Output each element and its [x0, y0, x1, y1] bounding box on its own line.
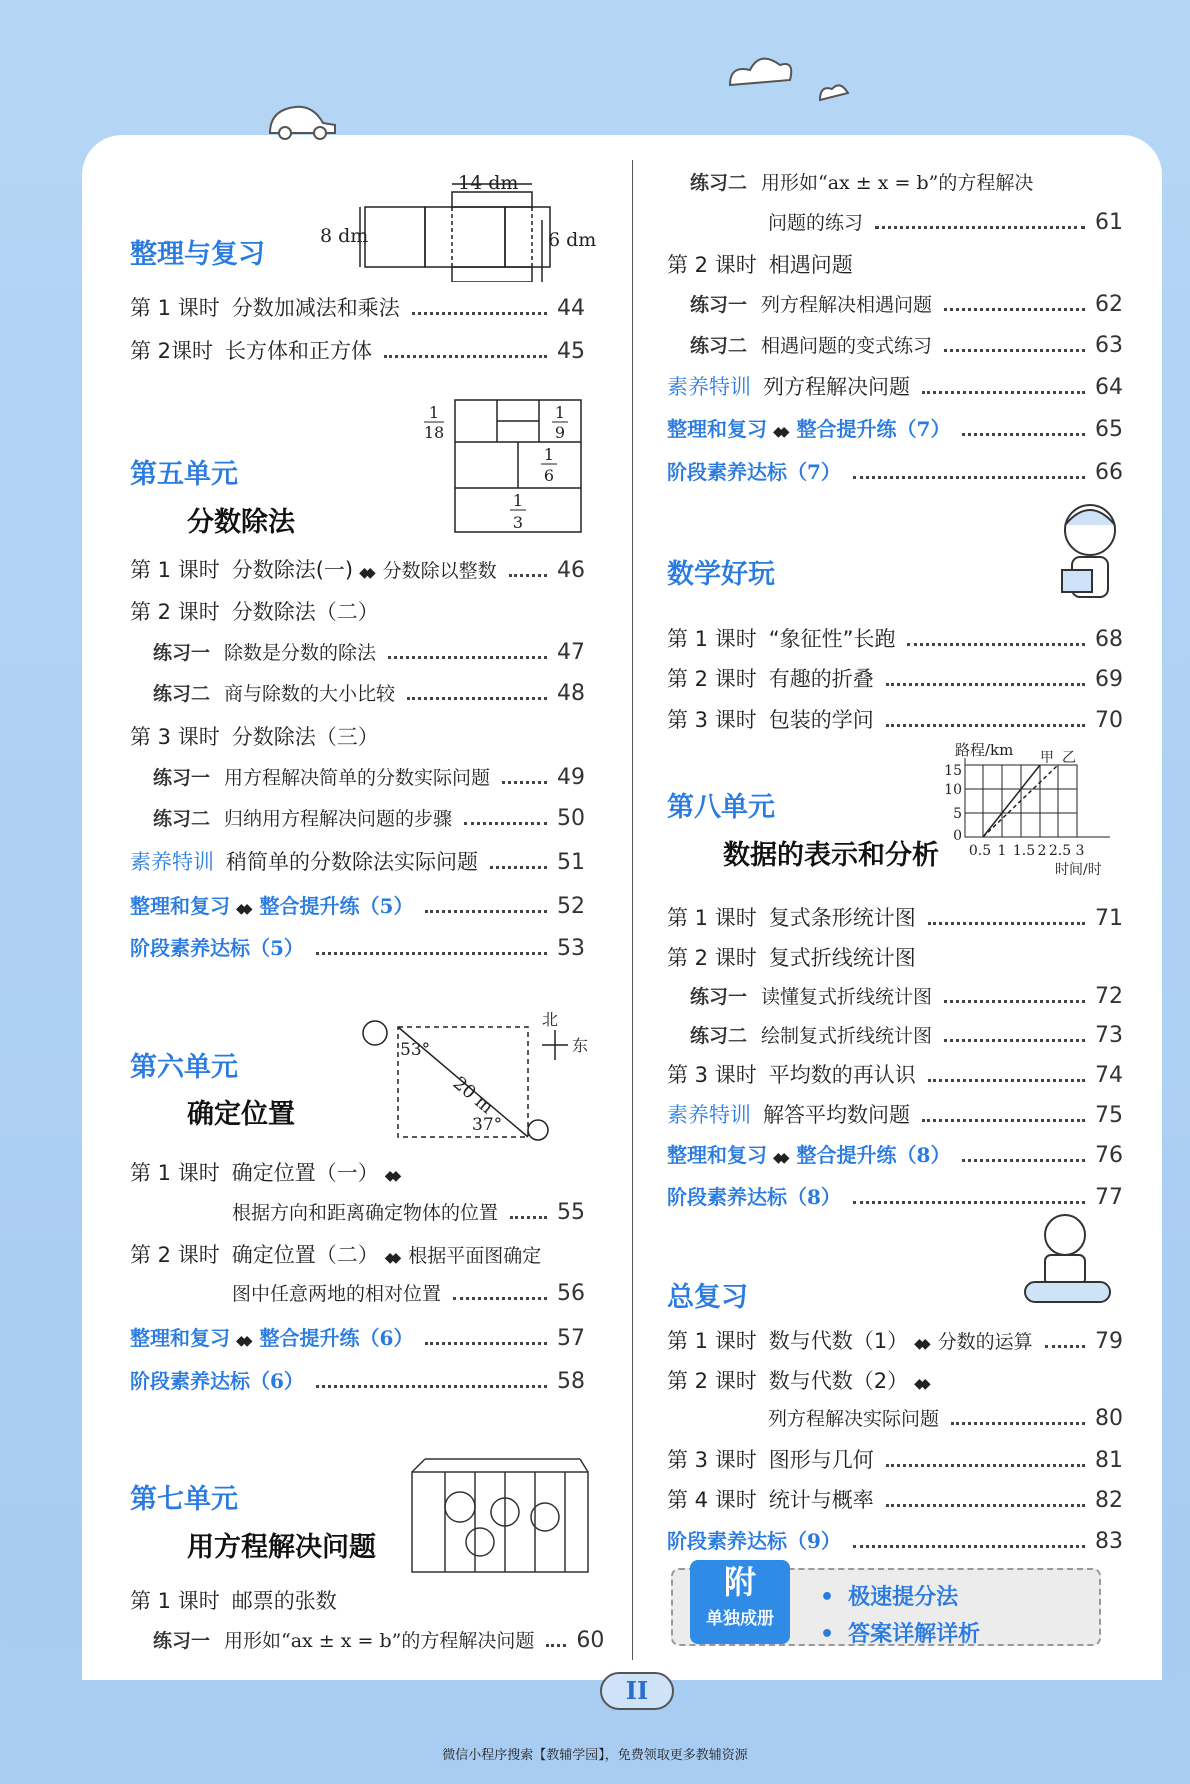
review-label: 整理和复习	[667, 1143, 767, 1167]
lesson-label: 第 1 课时	[667, 1329, 757, 1353]
dot-leader	[853, 1545, 1085, 1548]
review-label: 整理和复习	[130, 894, 230, 918]
angle-37-label: 37°	[472, 1115, 503, 1135]
toc-entry[interactable]	[130, 890, 585, 920]
dot-leader	[962, 1159, 1085, 1162]
y-tick: 0	[953, 828, 962, 844]
page-number-ref: 48	[557, 681, 585, 706]
unit-6-title: 确定位置	[187, 1099, 295, 1130]
cloud-icon	[720, 45, 850, 105]
toc-entry[interactable]	[130, 554, 585, 584]
unit-5-title: 分数除法	[187, 507, 295, 538]
toc-entry[interactable]	[130, 1322, 585, 1352]
dot-leader	[944, 349, 1085, 352]
exercise-label: 练习一	[690, 294, 748, 316]
entry-title: 除数是分数的除法	[224, 642, 377, 664]
lesson-label: 第 2 课时	[130, 1243, 220, 1267]
page-number-ref: 73	[1095, 1023, 1123, 1048]
dot-leader	[907, 643, 1085, 646]
page-number-ref: 58	[557, 1369, 585, 1394]
toc-entry[interactable]	[130, 846, 585, 876]
diamond-separator-icon: ◆◆	[236, 1333, 248, 1349]
dot-leader	[962, 433, 1085, 436]
page-number: II	[600, 1672, 674, 1710]
entry-subtitle: 整合提升练（7）	[796, 417, 951, 441]
page-number-ref: 57	[557, 1326, 585, 1351]
entry-title: 图中任意两地的相对位置	[232, 1283, 442, 1305]
entry-title: 复式折线统计图	[768, 946, 916, 970]
lesson-label: 第 1 课时	[130, 296, 220, 320]
fraction-d-num: 1	[512, 491, 524, 510]
stage-assessment-label: 阶段素养达标（7）	[667, 460, 841, 484]
section-title-fun: 数学好玩	[667, 559, 775, 590]
page-number-ref: 60	[576, 1628, 605, 1653]
y-tick: 15	[944, 763, 962, 779]
page-number-ref: 80	[1095, 1406, 1123, 1431]
dot-leader	[502, 781, 547, 784]
entry-title: 问题的练习	[768, 212, 864, 234]
toc-entry[interactable]	[130, 335, 585, 365]
dot-leader	[886, 683, 1085, 686]
toc-entry[interactable]	[667, 249, 1123, 279]
entry-subtitle: 整合提升练（8）	[796, 1143, 951, 1167]
toc-entry[interactable]	[130, 721, 585, 751]
toc-entry[interactable]	[153, 638, 585, 668]
exercise-label: 练习二	[153, 683, 211, 705]
dot-leader	[407, 697, 547, 700]
fraction-c-den: 6	[543, 466, 555, 485]
entry-title: 统计与概率	[768, 1488, 874, 1512]
unit-6-label: 第六单元	[130, 1052, 238, 1083]
toc-entry[interactable]	[153, 763, 585, 793]
toc-entry[interactable]	[153, 804, 585, 834]
x-tick: 1	[997, 843, 1007, 859]
review-label: 整理和复习	[130, 1326, 230, 1350]
toc-entry[interactable]	[130, 1157, 585, 1187]
fraction-d-den: 3	[512, 513, 524, 532]
lesson-label: 第 2 课时	[667, 667, 757, 691]
fraction-b-num: 1	[554, 403, 566, 422]
diamond-separator-icon: ◆◆	[236, 901, 248, 917]
dot-leader	[944, 1039, 1085, 1042]
diamond-separator-icon: ◆◆	[359, 565, 371, 581]
toc-entry[interactable]	[153, 1626, 605, 1656]
x-tick: 0.5	[968, 843, 992, 859]
dot-leader	[384, 355, 547, 358]
diamond-separator-icon: ◆◆	[773, 424, 785, 440]
entry-title: 数与代数（2）	[768, 1369, 909, 1393]
entry-title: 有趣的折叠	[768, 667, 874, 691]
toc-entry[interactable]	[232, 1198, 585, 1228]
toc-entry[interactable]	[667, 1139, 1123, 1169]
dot-leader	[425, 910, 547, 913]
unit-7-label: 第七单元	[130, 1484, 238, 1515]
lesson-label: 第 2 课时	[667, 946, 757, 970]
footer-note: 微信小程序搜索【教辅学园】，免费领取更多教辅资源	[442, 1748, 748, 1763]
dot-leader	[388, 656, 547, 659]
exercise-label: 练习二	[690, 335, 748, 357]
toc-entry[interactable]	[667, 1325, 1123, 1355]
page-number-ref: 55	[557, 1200, 585, 1225]
dot-leader	[412, 312, 547, 315]
chart-ylabel: 路程/km	[955, 741, 1014, 759]
appendix-item: • 极速提分法	[820, 1580, 958, 1611]
unit-7-title: 用方程解决问题	[187, 1532, 376, 1563]
toc-entry[interactable]	[130, 292, 585, 322]
dot-leader	[464, 822, 547, 825]
toc-entry[interactable]	[667, 1484, 1123, 1514]
section-title-review: 整理与复习	[130, 239, 265, 270]
diamond-separator-icon: ◆◆	[914, 1336, 926, 1352]
exercise-label: 练习一	[690, 986, 748, 1008]
dot-leader	[951, 1422, 1085, 1425]
toc-entry[interactable]	[667, 413, 1123, 443]
entry-title: 用方程解决简单的分数实际问题	[224, 767, 491, 789]
fraction-c-num: 1	[543, 445, 555, 464]
page-number-ref: 82	[1095, 1488, 1123, 1513]
dot-leader	[509, 574, 547, 577]
car-icon	[225, 95, 340, 140]
entry-title: 分数除法(一)	[231, 558, 354, 582]
entry-title: 稍简单的分数除法实际问题	[226, 850, 478, 874]
page-number-ref: 74	[1095, 1063, 1123, 1088]
entry-title: 商与除数的大小比较	[224, 683, 396, 705]
column-divider	[632, 160, 633, 1660]
page-number-ref: 64	[1095, 375, 1123, 400]
lesson-label: 第 3 课时	[667, 708, 757, 732]
toc-entry[interactable]	[667, 1444, 1123, 1474]
toc-entry[interactable]	[667, 1525, 1123, 1555]
toc-entry[interactable]	[667, 942, 1123, 972]
cage-animals-illustration	[410, 1457, 590, 1575]
lesson-label: 第 3 课时	[667, 1063, 757, 1087]
dot-leader	[316, 1385, 547, 1388]
entry-title: 列方程解决相遇问题	[761, 294, 933, 316]
x-tick: 2.5	[1048, 843, 1072, 859]
entry-title: 归纳用方程解决问题的步骤	[224, 808, 453, 830]
distance-label: 20 m	[448, 1072, 498, 1119]
net-top-label: 14 dm	[458, 172, 519, 194]
exercise-label: 练习二	[690, 1025, 748, 1047]
entry-title: 复式条形统计图	[768, 906, 916, 930]
page-number-ref: 79	[1095, 1329, 1123, 1354]
lesson-label: 第 2课时	[130, 339, 214, 363]
dot-leader	[853, 1201, 1085, 1204]
page-number-ref: 81	[1095, 1448, 1123, 1473]
appendix-tab-subtitle: 单独成册	[706, 1609, 774, 1629]
dot-leader	[316, 952, 547, 955]
page-number-ref: 46	[557, 558, 585, 583]
toc-entry[interactable]	[667, 704, 1123, 734]
exercise-label: 练习一	[153, 1630, 211, 1652]
stage-assessment-label: 阶段素养达标（6）	[130, 1369, 304, 1393]
entry-title: 数与代数（1）	[768, 1329, 909, 1353]
lesson-label: 第 1 课时	[667, 906, 757, 930]
toc-entry[interactable]	[130, 1365, 585, 1395]
page-number-ref: 52	[557, 894, 585, 919]
diamond-separator-icon: ◆◆	[384, 1168, 397, 1184]
page-number-ref: 77	[1095, 1185, 1123, 1210]
toc-entry[interactable]	[690, 1021, 1123, 1051]
entry-title: 列方程解决实际问题	[768, 1408, 940, 1430]
toc-entry[interactable]	[667, 371, 1123, 401]
appendix-tab	[690, 1560, 790, 1644]
entry-title: 根据方向和距离确定物体的位置	[232, 1202, 499, 1224]
entry-title: 确定位置（二）	[231, 1243, 379, 1267]
page-number-ref: 61	[1095, 210, 1123, 235]
child-reading-illustration	[1050, 495, 1130, 610]
entry-title: “象征性”长跑	[768, 627, 896, 651]
north-label: 北	[542, 1010, 559, 1029]
dot-leader	[853, 476, 1085, 479]
lesson-label: 第 3 课时	[667, 1448, 757, 1472]
legend-yi: 乙	[1062, 750, 1076, 766]
page-number-ref: 68	[1095, 627, 1123, 652]
fraction-a-num: 1	[428, 403, 440, 422]
page-number-ref: 51	[557, 850, 585, 875]
distance-time-chart	[930, 740, 1130, 890]
entry-title: 邮票的张数	[231, 1589, 337, 1613]
page-number-ref: 69	[1095, 667, 1123, 692]
dot-leader	[944, 1000, 1085, 1003]
fraction-square-figure	[420, 398, 585, 534]
entry-title: 分数加减法和乘法	[231, 296, 400, 320]
lesson-label: 第 2 课时	[130, 600, 220, 624]
y-tick: 10	[944, 782, 962, 798]
toc-entry[interactable]	[667, 1365, 1123, 1395]
entry-title: 包装的学问	[768, 708, 874, 732]
entry-title: 相遇问题	[768, 253, 853, 277]
lesson-label: 第 1 课时	[667, 627, 757, 651]
dot-leader	[886, 1504, 1085, 1507]
dot-leader	[922, 1119, 1085, 1122]
entry-title: 分数除法（二）	[231, 600, 379, 624]
lesson-label: 第 4 课时	[667, 1488, 757, 1512]
legend-jia: 甲	[1040, 750, 1054, 766]
page-number-ref: 65	[1095, 417, 1123, 442]
entry-title: 确定位置（一）	[231, 1161, 379, 1185]
toc-entry[interactable]	[130, 1585, 585, 1615]
child-sitting-illustration	[1020, 1210, 1115, 1305]
y-tick: 5	[953, 806, 962, 822]
toc-entry[interactable]	[153, 679, 585, 709]
section-title-final-review: 总复习	[667, 1282, 748, 1313]
special-training-label: 素养特训	[667, 1103, 751, 1127]
fraction-b-den: 9	[554, 423, 566, 442]
unit-5-label: 第五单元	[130, 459, 238, 490]
x-tick: 1.5	[1012, 843, 1036, 859]
entry-title: 平均数的再认识	[768, 1063, 916, 1087]
direction-distance-figure	[360, 1005, 600, 1145]
cuboid-net-figure	[320, 172, 600, 282]
page-number-ref: 56	[557, 1281, 585, 1306]
page-number-ref: 76	[1095, 1143, 1123, 1168]
page-number-ref: 44	[557, 296, 585, 321]
toc-entry[interactable]	[768, 1404, 1123, 1434]
entry-title: 解答平均数问题	[763, 1103, 910, 1127]
toc-entry[interactable]	[667, 1181, 1123, 1211]
lesson-label: 第 2 课时	[667, 1369, 757, 1393]
entry-title: 用形如“ax ± x = b”的方程解决	[761, 172, 1034, 194]
toc-entry[interactable]	[667, 456, 1123, 486]
entry-title: 相遇问题的变式练习	[761, 335, 933, 357]
page-number-ref: 72	[1095, 984, 1123, 1009]
toc-entry[interactable]	[690, 290, 1123, 320]
diamond-separator-icon: ◆◆	[773, 1150, 785, 1166]
appendix-item: • 答案详解详析	[820, 1617, 980, 1648]
toc-entry[interactable]	[667, 902, 1123, 932]
page-number-ref: 47	[557, 640, 585, 665]
page-number-ref: 53	[557, 936, 585, 961]
entry-title: 分数除法（三）	[231, 725, 379, 749]
page-number-ref: 66	[1095, 460, 1123, 485]
toc-entry[interactable]	[690, 982, 1123, 1012]
lesson-label: 第 1 课时	[130, 1161, 220, 1185]
dot-leader	[928, 922, 1085, 925]
exercise-label: 练习一	[153, 642, 211, 664]
toc-entry[interactable]	[130, 1239, 585, 1269]
stage-assessment-label: 阶段素养达标（5）	[130, 936, 304, 960]
dot-leader	[886, 1464, 1085, 1467]
stage-assessment-label: 阶段素养达标（8）	[667, 1185, 841, 1209]
toc-entry[interactable]	[667, 1099, 1123, 1129]
entry-title: 长方体和正方体	[225, 339, 373, 363]
dot-leader	[510, 1216, 547, 1219]
diamond-separator-icon: ◆◆	[384, 1250, 397, 1266]
entry-title: 用形如“ax ± x = b”的方程解决问题	[224, 1630, 535, 1652]
toc-entry[interactable]	[130, 932, 585, 962]
page-number-ref: 62	[1095, 292, 1123, 317]
dot-leader	[490, 866, 547, 869]
page-number-ref: 63	[1095, 333, 1123, 358]
page-number-ref: 70	[1095, 708, 1123, 733]
toc-entry[interactable]	[130, 596, 585, 626]
review-label: 整理和复习	[667, 417, 767, 441]
exercise-label: 练习二	[690, 172, 748, 194]
stage-assessment-label: 阶段素养达标（9）	[667, 1529, 841, 1553]
entry-title: 图形与几何	[768, 1448, 874, 1472]
special-training-label: 素养特训	[130, 850, 214, 874]
entry-subtitle: 分数除以整数	[382, 560, 497, 582]
lesson-label: 第 1 课时	[130, 1589, 220, 1613]
unit-8-label: 第八单元	[667, 792, 775, 823]
unit-8-title: 数据的表示和分析	[723, 840, 939, 871]
dot-leader	[425, 1342, 547, 1345]
net-right-label: 6 dm	[548, 229, 597, 251]
dot-leader	[928, 1079, 1085, 1082]
entry-title: 列方程解决问题	[763, 375, 910, 399]
entry-title: 绘制复式折线统计图	[761, 1025, 933, 1047]
lesson-label: 第 2 课时	[667, 253, 757, 277]
dot-leader	[875, 226, 1085, 229]
fraction-a-den: 18	[423, 423, 445, 442]
special-training-label: 素养特训	[667, 375, 751, 399]
diamond-separator-icon: ◆◆	[914, 1376, 926, 1392]
chart-xlabel: 时间/时	[1055, 862, 1102, 878]
dot-leader	[944, 308, 1085, 311]
x-tick: 2	[1037, 843, 1047, 859]
entry-subtitle: 整合提升练（5）	[259, 894, 414, 918]
appendix-tab-title: 附	[723, 1563, 756, 1601]
toc-entry[interactable]	[690, 331, 1123, 361]
page-number-ref: 50	[557, 806, 585, 831]
page-number-ref: 83	[1095, 1529, 1123, 1554]
page-number-ref: 49	[557, 765, 585, 790]
toc-entry[interactable]	[690, 168, 1123, 198]
angle-53-label: 53°	[400, 1040, 431, 1060]
toc-entry[interactable]	[667, 663, 1123, 693]
exercise-label: 练习二	[153, 808, 211, 830]
x-tick: 3	[1075, 843, 1085, 859]
entry-subtitle: 根据平面图确定	[408, 1245, 542, 1267]
entry-title: 读懂复式折线统计图	[761, 986, 933, 1008]
dot-leader	[886, 724, 1085, 727]
exercise-label: 练习一	[153, 767, 211, 789]
toc-entry[interactable]	[667, 1059, 1123, 1089]
net-left-label: 8 dm	[320, 225, 369, 247]
series-jia-line	[983, 765, 1040, 837]
toc-entry[interactable]	[667, 623, 1123, 653]
east-label: 东	[572, 1036, 589, 1055]
dot-leader	[922, 391, 1085, 394]
page-number-ref: 45	[557, 339, 585, 364]
page-number-ref: 71	[1095, 906, 1123, 931]
page-number-ref: 75	[1095, 1103, 1123, 1128]
dot-leader	[453, 1297, 547, 1300]
dot-leader	[1045, 1345, 1085, 1348]
lesson-label: 第 1 课时	[130, 558, 220, 582]
dot-leader	[546, 1644, 566, 1647]
toc-entry[interactable]	[768, 208, 1123, 238]
entry-subtitle: 整合提升练（6）	[259, 1326, 414, 1350]
toc-entry[interactable]	[232, 1279, 585, 1309]
entry-subtitle: 分数的运算	[937, 1331, 1033, 1353]
lesson-label: 第 3 课时	[130, 725, 220, 749]
